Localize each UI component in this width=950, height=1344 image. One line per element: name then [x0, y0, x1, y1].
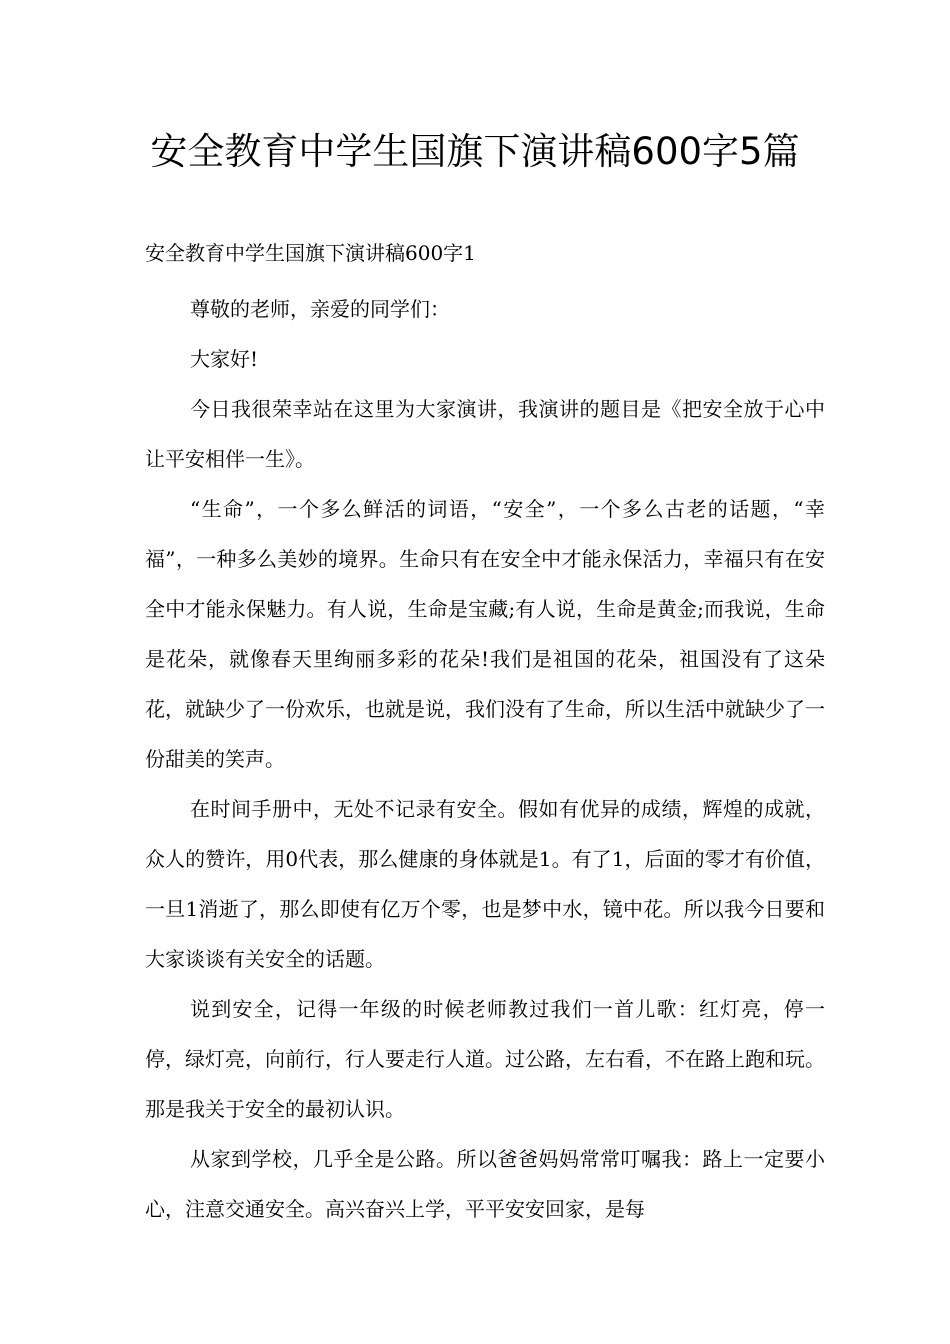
- paragraph: “生命”，一个多么鲜活的词语，“安全”，一个多么古老的话题，“幸福”，一种多么美妙的境界。生命只有在安全中才能永保活力，幸福只有在安全中才能永保魅力。有人说，生命是宝藏;有人说，生命是黄金;而我说，生命是花朵，就像春天里绚丽多彩的花朵!我们是祖国的花朵，祖国没有了这朵花，就缺少了一份欢乐，也就是说，我们没有了生命，所以生活中就缺少了一份甜美的笑声。: [145, 497, 825, 771]
- section-heading: 安全教育中学生国旗下演讲稿600字1: [145, 241, 476, 265]
- paragraph: 今日我很荣幸站在这里为大家演讲，我演讲的题目是《把安全放于心中让平安相伴一生》。: [145, 397, 825, 471]
- paragraph: 说到安全，记得一年级的时候老师教过我们一首儿歌：红灯亮，停一停，绿灯亮，向前行，行人要走行人道。过公路，左右看，不在路上跑和玩。那是我关于安全的最初认识。: [145, 997, 825, 1121]
- paragraph: 在时间手册中，无处不记录有安全。假如有优异的成绩，辉煌的成就，众人的赞许，用0代表，那么健康的身体就是1。有了1，后面的零才有价值，一旦1消逝了，那么即使有亿万个零，也是梦中水，镜中花。所以我今日要和大家谈谈有关安全的话题。: [145, 797, 825, 971]
- document-body: [145, 284, 825, 1234]
- paragraph: 尊敬的老师，亲爱的同学们：: [190, 297, 450, 321]
- paragraph: 大家好!: [190, 347, 259, 371]
- paragraph: 从家到学校，几乎全是公路。所以爸爸妈妈常常叮嘱我：路上一定要小心，注意交通安全。高兴奋兴上学，平平安安回家，是每: [145, 1147, 825, 1221]
- document-title: 安全教育中学生国旗下演讲稿600字5篇: [150, 130, 800, 173]
